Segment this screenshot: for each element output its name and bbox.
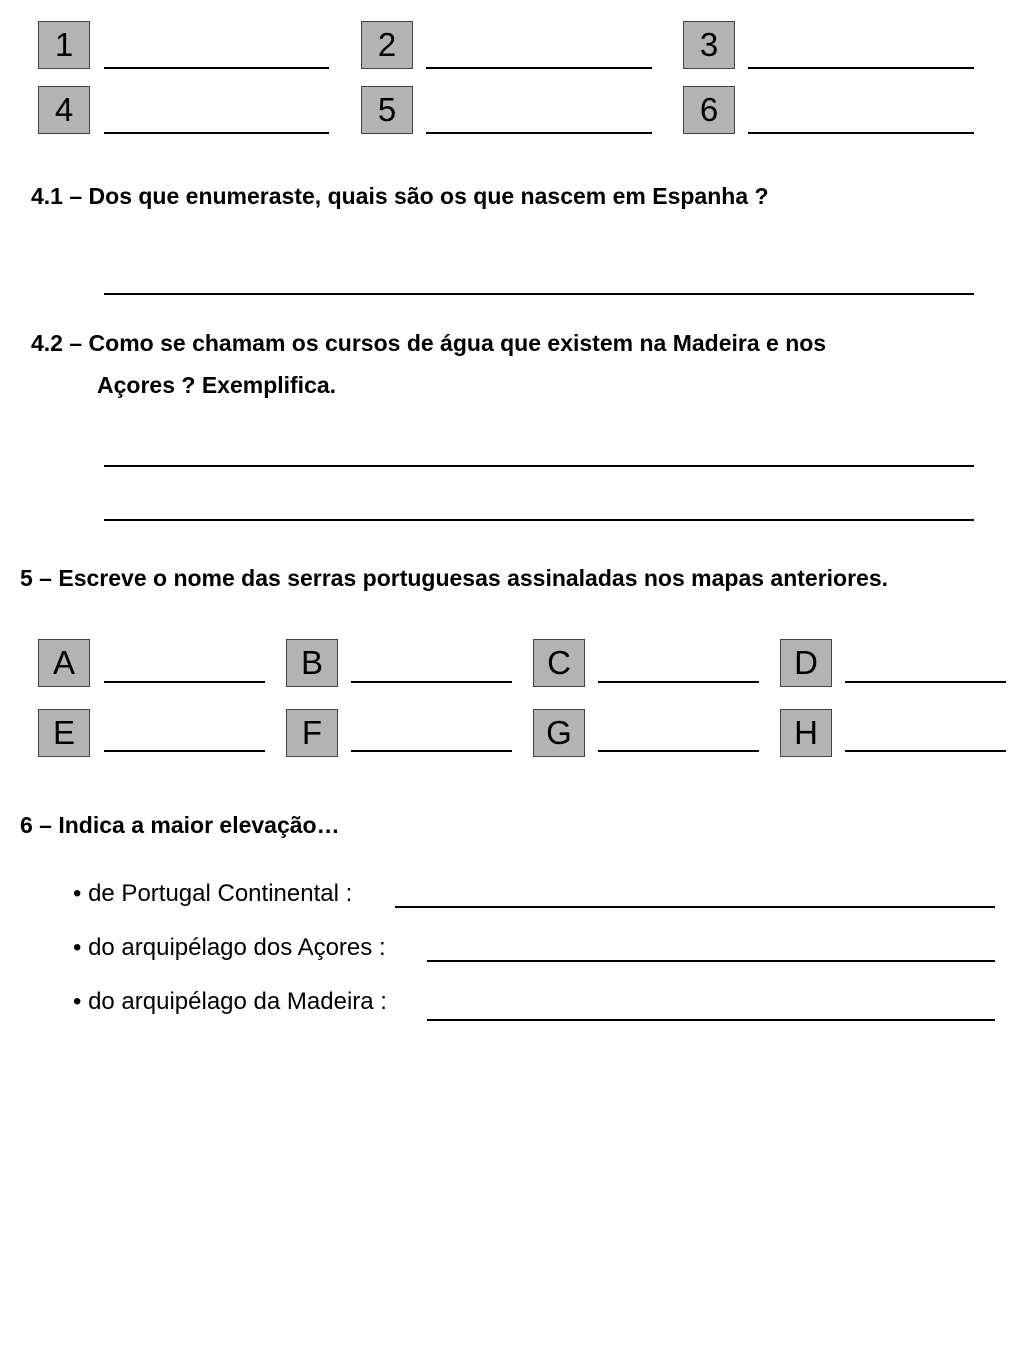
river-number-box: 2: [361, 21, 413, 69]
mountain-answer-line[interactable]: [351, 750, 512, 752]
mountain-letter-box: C: [533, 639, 585, 687]
mountain-answer-line[interactable]: [598, 681, 759, 683]
river-number-box: 3: [683, 21, 735, 69]
question-6: 6 – Indica a maior elevação…: [20, 812, 340, 838]
question-4-2-line1: 4.2 – Como se chamam os cursos de água que existem na Madeira e nos: [31, 330, 827, 356]
mountain-answer-line[interactable]: [845, 681, 1006, 683]
mountain-answer-line[interactable]: [351, 681, 512, 683]
answer-line-acores[interactable]: [427, 960, 995, 962]
river-number-box: 5: [361, 86, 413, 134]
river-answer-line[interactable]: [748, 67, 974, 69]
mountain-answer-line[interactable]: [104, 681, 265, 683]
river-answer-line[interactable]: [426, 132, 652, 134]
river-answer-line[interactable]: [104, 132, 329, 134]
mountain-letter-box: E: [38, 709, 90, 757]
mountain-letter-box: A: [38, 639, 90, 687]
mountain-answer-line[interactable]: [845, 750, 1006, 752]
mountain-letter-box: H: [780, 709, 832, 757]
elevation-item-continental: • de Portugal Continental :: [73, 880, 353, 907]
answer-line-madeira[interactable]: [427, 1019, 995, 1021]
elevation-item-acores: • do arquipélago dos Açores :: [73, 934, 386, 961]
river-number-box: 6: [683, 86, 735, 134]
question-5: 5 – Escreve o nome das serras portuguesas assinaladas nos mapas anteriores.: [20, 565, 889, 591]
mountain-answer-line[interactable]: [104, 750, 265, 752]
river-number-box: 4: [38, 86, 90, 134]
elevation-item-madeira: • do arquipélago da Madeira :: [73, 988, 387, 1015]
mountain-letter-box: B: [286, 639, 338, 687]
question-4-1: 4.1 – Dos que enumeraste, quais são os que nascem em Espanha ?: [31, 183, 769, 209]
mountain-letter-box: F: [286, 709, 338, 757]
answer-line-4-1[interactable]: [104, 293, 974, 295]
mountain-letter-box: G: [533, 709, 585, 757]
river-answer-line[interactable]: [104, 67, 329, 69]
mountain-answer-line[interactable]: [598, 750, 759, 752]
river-number-box: 1: [38, 21, 90, 69]
river-answer-line[interactable]: [426, 67, 652, 69]
answer-line-continental[interactable]: [395, 906, 995, 908]
question-4-2-line2: Açores ? Exemplifica.: [97, 372, 337, 398]
answer-line-4-2[interactable]: [104, 465, 974, 467]
river-answer-line[interactable]: [748, 132, 974, 134]
answer-line-4-2[interactable]: [104, 519, 974, 521]
mountain-letter-box: D: [780, 639, 832, 687]
